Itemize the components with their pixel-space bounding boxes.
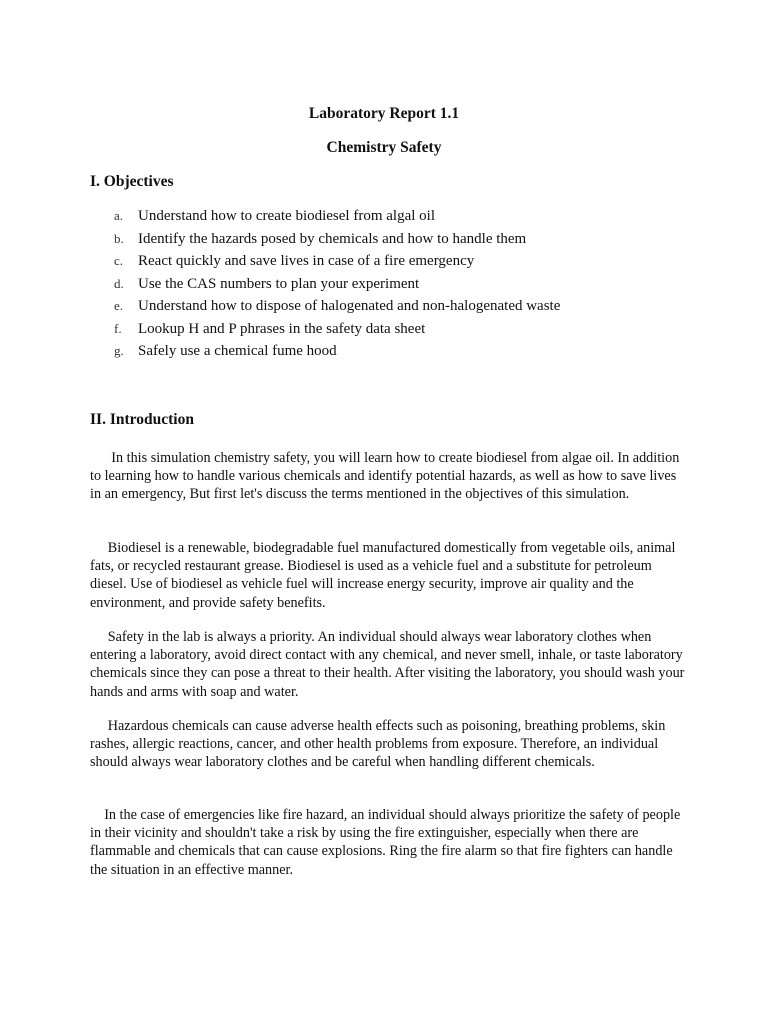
report-subtitle: Chemistry Safety [326, 139, 442, 156]
list-marker: b. [114, 230, 124, 246]
intro-paragraph-hazardous-chemicals: Hazardous chemicals can cause adverse health effects such as poisoning, breathing problems, skin rashes, allergic reactions, cancer, and other health problems from exposure. Therefore, an individual should always wear laboratory clothes and be careful when handling different chemicals. [90, 718, 666, 771]
intro-paragraph-biodiesel: Biodiesel is a renewable, biodegradable fuel manufactured domestically from vegetable oils, animal fats, or recycled restaurant grease. Biodiesel is used as a vehicle fuel and a substitute for petroleum diesel. Use of biodiesel as vehicle fuel will increase energy security, improve air quality and the environment, and provide safety benefits. [90, 540, 676, 611]
objective-text: Understand how to create biodiesel from algal oil [138, 208, 435, 224]
list-marker: e. [114, 298, 124, 313]
intro-paragraph-fire-emergency: In the case of emergencies like fire hazard, an individual should always prioritize the safety of people in their vicinity and shouldn't take a risk by using the fire extinguisher, especially when there are flammable and chemicals that can cause explosions. Ring the fire alarm so that fire fighters can handle the situation in an effective manner. [90, 807, 681, 878]
objective-text: Use the CAS numbers to plan your experiment [138, 275, 420, 292]
list-marker: g. [114, 343, 124, 358]
list-marker: a. [114, 208, 124, 223]
list-marker: f. [114, 320, 122, 336]
intro-paragraph-simulation: In this simulation chemistry safety, you will learn how to create biodiesel from algae oil. In addition to learning how to handle various chemicals and identify potential hazards, as well as how to save lives in an emergency, But first let's discuss the terms mentioned in the objectives of this simulation. [90, 450, 680, 503]
intro-paragraph-lab-safety: Safety in the lab is always a priority. An individual should always wear laboratory clothes when entering a laboratory, avoid direct contact with any chemical, and never smell, inhale, or taste laboratory chemicals since they can pose a threat to their health. After visiting the laboratory, you should wash your hands and arms with soap and water. [90, 629, 685, 700]
objective-text: Lookup H and P phrases in the safety data sheet [138, 320, 426, 337]
list-marker: d. [114, 275, 124, 291]
introduction-heading: II. Introduction [90, 411, 194, 428]
list-marker: c. [114, 253, 124, 268]
objectives-heading: I. Objectives [90, 173, 174, 190]
objective-text: React quickly and save lives in case of a fire emergency [138, 253, 475, 269]
objective-text: Understand how to dispose of halogenated and non-halogenated waste [138, 298, 561, 314]
report-title: Laboratory Report 1.1 [308, 105, 460, 122]
objective-text: Identify the hazards posed by chemicals and how to handle them [138, 230, 527, 247]
objective-text: Safely use a chemical fume hood [138, 343, 337, 359]
